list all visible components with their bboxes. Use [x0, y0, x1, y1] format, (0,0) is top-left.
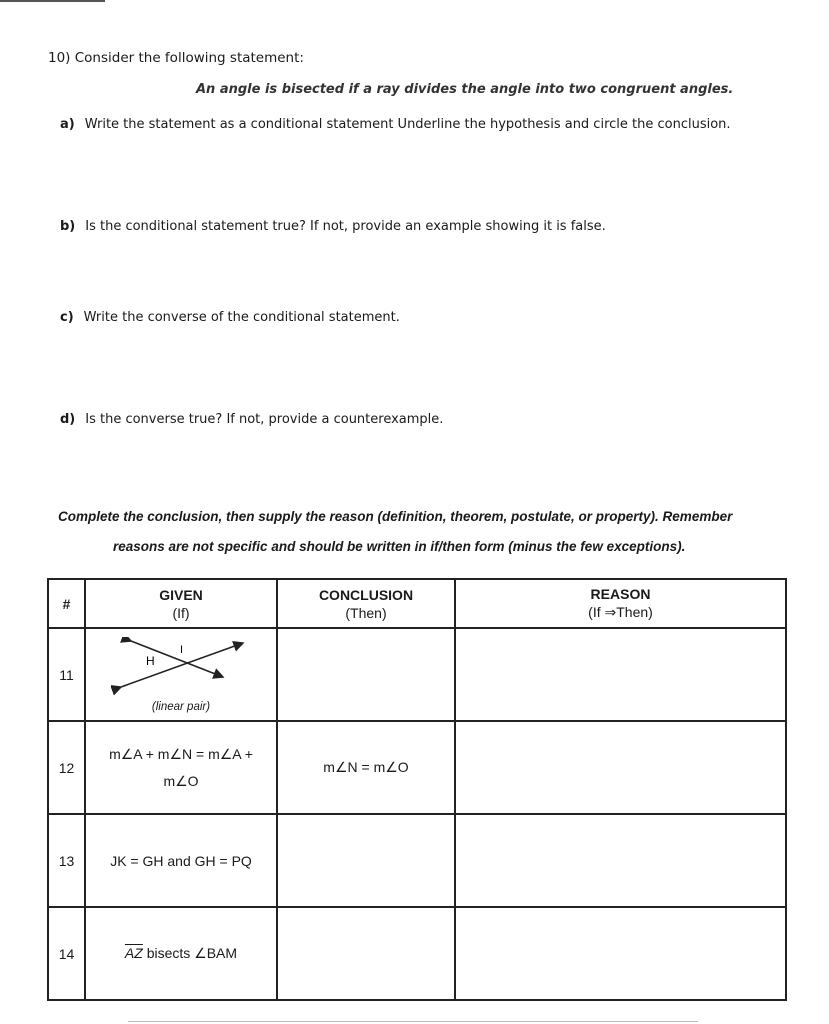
part-b-text: Is the conditional statement true? If not, provide an example showing it is false.	[85, 219, 606, 234]
part-d	[60, 412, 443, 427]
question-heading: 10) Consider the following statement:	[48, 50, 304, 66]
diagram-caption: (linear pair)	[151, 700, 211, 713]
label-i: I	[180, 643, 184, 656]
conclusion-cell[interactable]	[277, 628, 455, 721]
given-diagram-cell	[85, 628, 277, 721]
part-a-text: Write the statement as a conditional statement Underline the hypothesis and circle the conclusion.	[84, 117, 731, 132]
given-cell	[85, 907, 277, 1000]
statement-text: An angle is bisected if a ray divides the angle into two congruent angles.	[196, 82, 734, 97]
table-row	[48, 814, 786, 907]
conclusion-cell[interactable]	[277, 907, 455, 1000]
part-c-label: c)	[60, 310, 74, 325]
linear-pair-diagram	[111, 637, 251, 699]
part-d-text: Is the converse true? If not, provide a counterexample.	[85, 412, 444, 427]
header-reason	[455, 579, 786, 628]
table-row	[48, 628, 786, 721]
conclusion-cell[interactable]	[277, 814, 455, 907]
instructions-line1: Complete the conclusion, then supply the reason (definition, theorem, postulate, or property). Remember	[58, 509, 733, 524]
header-conclusion	[277, 579, 455, 628]
header-given-title: GIVEN	[159, 586, 203, 603]
row-number: 12	[48, 721, 85, 814]
given-cell	[85, 721, 277, 814]
instructions-line2: reasons are not specific and should be written in if/then form (minus the few exceptions).	[113, 539, 686, 554]
header-num: #	[48, 579, 85, 628]
conclusion-cell[interactable]: m∠N = m∠O	[277, 721, 455, 814]
header-reason-sub: (If ⇒Then)	[588, 604, 653, 620]
part-b	[60, 219, 606, 234]
reason-cell[interactable]	[455, 721, 786, 814]
table-row	[48, 721, 786, 814]
part-a	[60, 117, 731, 132]
given-line2: m∠O	[163, 772, 199, 789]
reason-cell[interactable]	[455, 907, 786, 1000]
part-b-label: b)	[60, 219, 76, 234]
reason-cell[interactable]	[455, 814, 786, 907]
row-number: 14	[48, 907, 85, 1000]
part-a-label: a)	[60, 117, 75, 132]
given-cell: JK = GH and GH = PQ	[85, 814, 277, 907]
top-rule	[0, 0, 105, 2]
header-conclusion-sub: (Then)	[345, 604, 387, 621]
bottom-rule	[128, 1021, 698, 1022]
header-reason-title: REASON	[590, 586, 651, 602]
header-conclusion-title: CONCLUSION	[318, 586, 414, 603]
reason-cell[interactable]	[455, 628, 786, 721]
header-given-sub: (If)	[172, 604, 190, 621]
line-two	[131, 641, 223, 677]
row-number: 11	[48, 628, 85, 721]
label-h: H	[146, 653, 155, 668]
part-d-label: d)	[60, 412, 76, 427]
ray-az: $\overline{AZ}$	[124, 945, 143, 961]
part-c	[60, 310, 400, 325]
table-header-row	[48, 579, 786, 628]
part-c-text: Write the converse of the conditional statement.	[83, 310, 400, 325]
row-number: 13	[48, 814, 85, 907]
given-line1: m∠A + m∠N = m∠A +	[109, 745, 253, 762]
given-rest: bisects ∠BAM	[142, 945, 238, 961]
table-row	[48, 907, 786, 1000]
proof-table	[47, 578, 787, 1001]
header-given	[85, 579, 277, 628]
